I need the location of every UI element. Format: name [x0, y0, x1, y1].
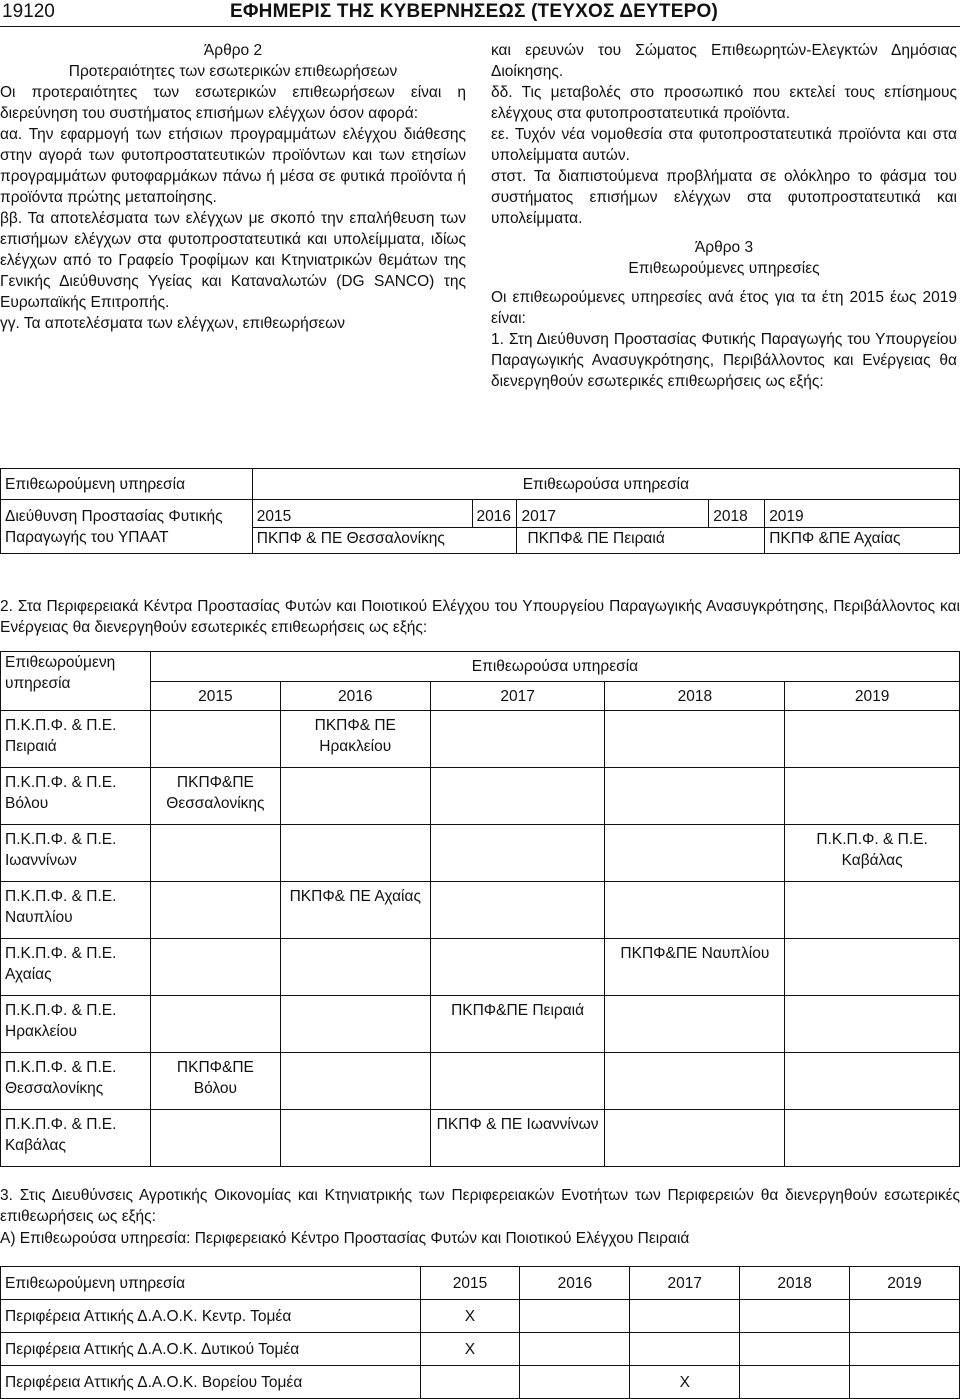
article-2-title: Άρθρο 2 [203, 42, 263, 59]
table2-cell [785, 1110, 960, 1167]
table2-cell [605, 996, 785, 1053]
paragraph-3a: Α) Επιθεωρούσα υπηρεσία: Περιφερειακό Κέντρο Προστασίας Φυτών και Ποιοτικού Ελέγχου Πειραιά [0, 1230, 690, 1247]
table2-cell [150, 825, 280, 882]
table2-cell [280, 825, 430, 882]
table2-year-2019: 2019 [785, 681, 960, 711]
table-ministry-inspections [0, 468, 960, 554]
table1-cell-2017-2018: ΠΚΠΦ& ΠΕ Πειραιά [517, 528, 765, 554]
article-3-subtitle: Επιθεωρούμενες υπηρεσίες [628, 260, 820, 277]
table2-row-label: Π.Κ.Π.Φ. & Π.Ε. Ναυπλίου [1, 882, 151, 939]
table3-cell [420, 1366, 520, 1399]
table2-cell [430, 768, 605, 825]
table2-cell: ΠΚΠΦ& ΠΕ Ηρακλείου [280, 711, 430, 768]
table2-cell [150, 939, 280, 996]
table3-cell: X [630, 1366, 740, 1399]
table-row [1, 882, 960, 939]
table2-row-label: Π.Κ.Π.Φ. & Π.Ε. Αχαίας [1, 939, 151, 996]
table-row [1, 1110, 960, 1167]
table2-cell [785, 768, 960, 825]
table1-year-2016: 2016 [472, 500, 517, 528]
table2-col2-header: Επιθεωρούσα υπηρεσία [150, 652, 959, 682]
table2-body [1, 711, 960, 1167]
table2-year-2017: 2017 [430, 681, 605, 711]
table2-col1-header: Επιθεωρούμενη υπηρεσία [1, 652, 151, 711]
table3-cell [740, 1333, 850, 1366]
table2-cell: ΠΚΠΦ & ΠΕ Ιωαννίνων [430, 1110, 605, 1167]
table-row [1, 1366, 960, 1399]
table3-row-label: Περιφέρεια Αττικής Δ.Α.Ο.Κ. Κεντρ. Τομέα [1, 1300, 421, 1333]
table1-year-2015: 2015 [252, 500, 472, 528]
table3-year-2017: 2017 [630, 1267, 740, 1300]
table3-year-2016: 2016 [520, 1267, 630, 1300]
table2-cell: ΠΚΠΦ&ΠΕ Πειραιά [430, 996, 605, 1053]
table1-year-2018: 2018 [709, 500, 765, 528]
table3-cell [740, 1300, 850, 1333]
table2-row-label: Π.Κ.Π.Φ. & Π.Ε. Βόλου [1, 768, 151, 825]
table-row [1, 939, 960, 996]
table2-cell [150, 1110, 280, 1167]
paragraph-2: 2. Στα Περιφερειακά Κέντρα Προστασίας Φυτών και Ποιοτικού Ελέγχου του Υπουργείου Παραγωγικής Ανασυγκρότησης, Περιβάλλοντος και Ενέργειας θα διενεργηθούν εσωτερικές επιθεωρήσεις ως εξής: [0, 598, 960, 636]
table3-cell [850, 1366, 960, 1399]
table3-cell [850, 1333, 960, 1366]
table3-cell: X [420, 1300, 520, 1333]
page-header [0, 0, 960, 27]
table1-cell-2015-2016: ΠΚΠΦ & ΠΕ Θεσσαλονίκης [252, 528, 517, 554]
table2-cell: ΠΚΠΦ&ΠΕ Βόλου [150, 1053, 280, 1110]
table2-row-label: Π.Κ.Π.Φ. & Π.Ε. Καβάλας [1, 1110, 151, 1167]
table2-cell: ΠΚΠΦ&ΠΕ Ναυπλίου [605, 939, 785, 996]
table2-cell [785, 939, 960, 996]
table3-body [1, 1300, 960, 1399]
table2-cell [150, 996, 280, 1053]
table2-cell [430, 1053, 605, 1110]
table-row [1, 1300, 960, 1333]
table1-year-2017: 2017 [517, 500, 709, 528]
table2-row-label: Π.Κ.Π.Φ. & Π.Ε. Θεσσαλονίκης [1, 1053, 151, 1110]
article-2-intro: Οι προτεραιότητες των εσωτερικών επιθεωρήσεων είναι η διερεύνηση του συστήματος επισήμων ελέγχων όσον αφορά: [0, 84, 466, 122]
table2-cell: ΠΚΠΦ&ΠΕ Θεσσαλονίκης [150, 768, 280, 825]
table3-row-label: Περιφέρεια Αττικής Δ.Α.Ο.Κ. Βορείου Τομέα [1, 1366, 421, 1399]
table2-row-label: Π.Κ.Π.Φ. & Π.Ε. Πειραιά [1, 711, 151, 768]
table2-year-2015: 2015 [150, 681, 280, 711]
table3-cell [520, 1366, 630, 1399]
table2-cell [605, 1110, 785, 1167]
table1-col2-header: Επιθεωρούσα υπηρεσία [252, 469, 959, 500]
table3-header-row [1, 1267, 960, 1300]
table2-cell [150, 711, 280, 768]
table1-year-2019: 2019 [765, 500, 960, 528]
table-regional-units [0, 1266, 960, 1399]
table-row [1, 1053, 960, 1110]
table2-cell [430, 939, 605, 996]
table-row [1, 768, 960, 825]
table1-row-label: Διεύθυνση Προστασίας Φυτικής Παραγωγής του ΥΠΑΑΤ [1, 500, 253, 554]
item-stst: στστ. Τα διαπιστούμενα προβλήματα σε ολόκληρο το φάσμα του συστήματος επισήμων ελέγχων στα φυτοπροστατευτικά και υπολείμματα. [491, 168, 957, 227]
table2-cell [605, 1053, 785, 1110]
table2-cell [785, 996, 960, 1053]
table1-col1-header: Επιθεωρούμενη υπηρεσία [1, 469, 253, 500]
table3-row-label: Περιφέρεια Αττικής Δ.Α.Ο.Κ. Δυτικού Τομέα [1, 1333, 421, 1366]
table2-row-label: Π.Κ.Π.Φ. & Π.Ε. Ηρακλείου [1, 996, 151, 1053]
table3-cell [520, 1333, 630, 1366]
page-number: 19120 [2, 1, 55, 22]
table3-cell [630, 1333, 740, 1366]
paragraph-3: 3. Στις Διευθύνσεις Αγροτικής Οικονομίας και Κτηνιατρικής των Περιφερειακών Ενοτήτων των Περιφερειών θα διενεργηθούν εσωτερικές επιθεωρήσεις ως εξής: [0, 1187, 960, 1225]
table2-cell [280, 996, 430, 1053]
table2-year-2016: 2016 [280, 681, 430, 711]
item-dd: δδ. Τις μεταβολές στο προσωπικό που εκτελεί τους επίσημους ελέγχους στα φυτοπροστατευτικά προϊόντα. [491, 84, 957, 122]
table2-cell [605, 768, 785, 825]
table3-cell: X [420, 1333, 520, 1366]
table2-cell [430, 825, 605, 882]
table2-cell [280, 768, 430, 825]
table2-row-label: Π.Κ.Π.Φ. & Π.Ε. Ιωαννίνων [1, 825, 151, 882]
item-gg: γγ. Τα αποτελέσματα των ελέγχων, επιθεωρήσεων [0, 315, 346, 332]
table-regional-centers [0, 651, 960, 1167]
table2-cell [280, 939, 430, 996]
table-row [1, 825, 960, 882]
right-column [491, 40, 957, 392]
article-3-intro: Οι επιθεωρούμενες υπηρεσίες ανά έτος για τα έτη 2015 έως 2019 είναι: [491, 289, 957, 327]
table2-cell [150, 882, 280, 939]
item-gg-continued: και ερευνών του Σώματος Επιθεωρητών-Ελεγκτών Δημόσιας Διοίκησης. [491, 42, 957, 80]
gazette-title: ΕΦΗΜΕΡΙΣ ΤΗΣ ΚΥΒΕΡΝΗΣΕΩΣ (ΤΕΥΧΟΣ ΔΕΥΤΕΡΟ) [230, 1, 718, 22]
table3-year-2019: 2019 [850, 1267, 960, 1300]
table1-cell-2019: ΠΚΠΦ &ΠΕ Αχαίας [765, 528, 960, 554]
table3-cell [630, 1300, 740, 1333]
table2-cell [785, 1053, 960, 1110]
table2-cell: ΠΚΠΦ& ΠΕ Αχαίας [280, 882, 430, 939]
table-row [1, 996, 960, 1053]
article-2-subtitle: Προτεραιότητες των εσωτερικών επιθεωρήσεων [68, 63, 398, 80]
table-row [1, 1333, 960, 1366]
table3-cell [520, 1300, 630, 1333]
table2-year-2018: 2018 [605, 681, 785, 711]
table3-year-2015: 2015 [420, 1267, 520, 1300]
table3-col1-header: Επιθεωρούμενη υπηρεσία [1, 1267, 421, 1300]
table2-cell [605, 711, 785, 768]
table2-cell [430, 711, 605, 768]
table2-cell [785, 711, 960, 768]
table3-year-2018: 2018 [740, 1267, 850, 1300]
item-aa: αα. Την εφαρμογή των ετήσιων προγραμμάτων ελέγχου διάθεσης στην αγορά των φυτοπροστατευτικών προϊόντων και των ετησίων προγραμμάτων φυτοφαρμάκων πάνω ή μέσα σε φυτικά προϊόντα ή προϊόντα πρώτης μεταποίησης. [0, 126, 466, 206]
item-ee: εε. Τυχόν νέα νομοθεσία στα φυτοπροστατευτικά προϊόντα και στα υπολείμματα αυτών. [491, 126, 957, 164]
table2-cell [280, 1053, 430, 1110]
article-3-title: Άρθρο 3 [694, 239, 754, 256]
table2-cell [430, 882, 605, 939]
table2-cell [605, 825, 785, 882]
table2-cell: Π.Κ.Π.Φ. & Π.Ε. Καβάλας [785, 825, 960, 882]
table2-cell [280, 1110, 430, 1167]
table2-cell [605, 882, 785, 939]
table-row [1, 711, 960, 768]
item-bb: ββ. Τα αποτελέσματα των ελέγχων με σκοπό την επαλήθευση των επισήμων ελέγχων στα φυτοπροστατευτικά και υπολείμματα, ιδίως ελέγχων από το Γραφείο Τροφίμων και Κτηνιατρικών θεμάτων της Γενικής Διεύθυνσης Υγείας και Καταναλωτών (DG SANCO) της Ευρωπαϊκής Επιτροπής. [0, 210, 466, 311]
table3-cell [850, 1300, 960, 1333]
table2-cell [785, 882, 960, 939]
table3-cell [740, 1366, 850, 1399]
left-column [0, 40, 466, 334]
article-3-item-1: 1. Στη Διεύθυνση Προστασίας Φυτικής Παραγωγής του Υπουργείου Παραγωγικής Ανασυγκρότησης, Περιβάλλοντος και Ενέργειας θα διενεργηθούν εσωτερικές επιθεωρήσεις ως εξής: [491, 331, 957, 390]
